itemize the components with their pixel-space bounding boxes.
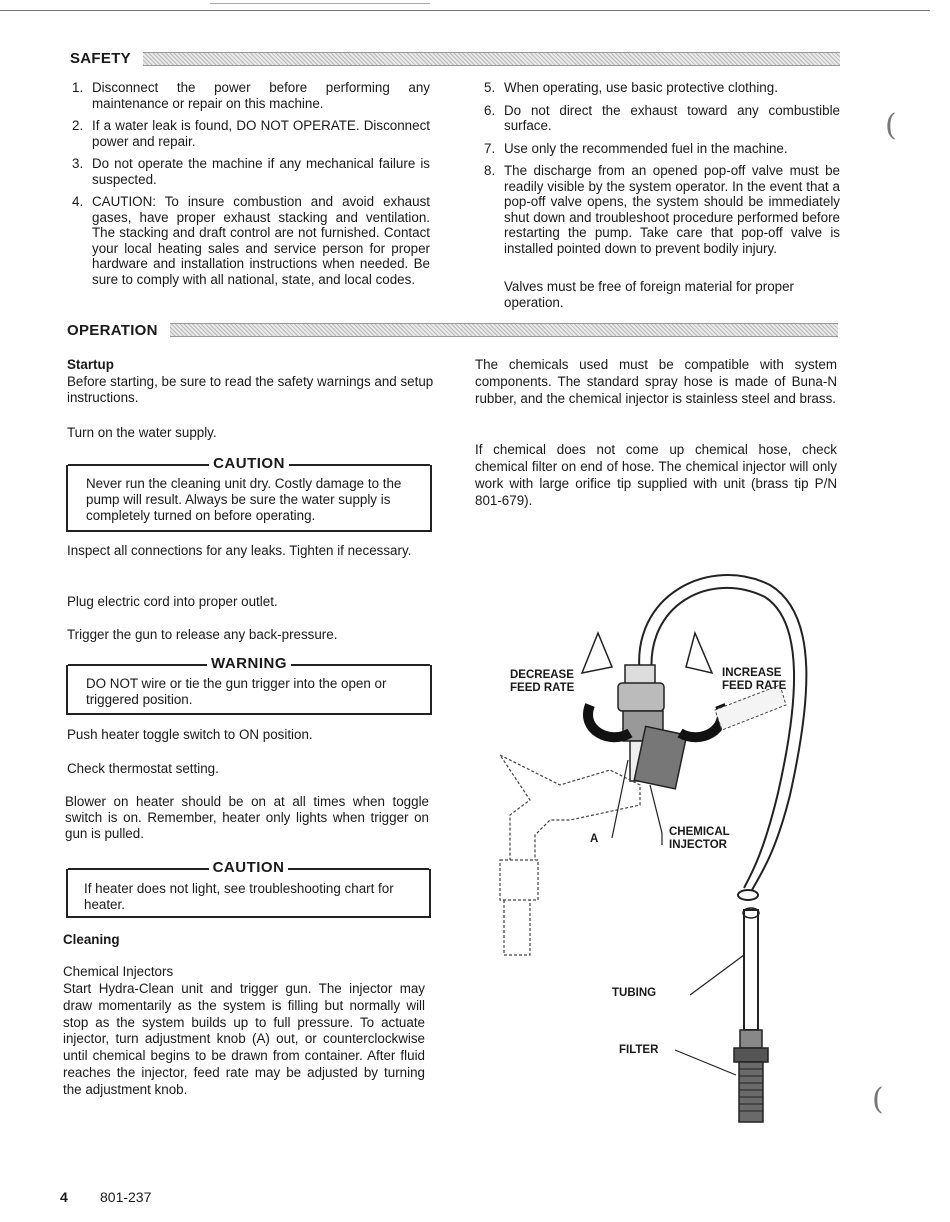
valves-note: Valves must be free of foreign material for proper operation.: [504, 279, 795, 310]
doc-number: 801-237: [100, 1189, 152, 1205]
caution-box-1: [66, 455, 432, 532]
cleaning-heading: Cleaning: [63, 932, 120, 947]
label-a: A: [590, 833, 599, 845]
safety-list-right: [484, 80, 840, 263]
water-supply-text: Turn on the water supply.: [67, 425, 217, 440]
filter-screen: [739, 1062, 763, 1122]
filter-nut: [740, 1030, 762, 1048]
operation-heading: OPERATION: [67, 322, 158, 339]
safety-heading: SAFETY: [70, 50, 131, 67]
safety-item-2: 2. If a water leak is found, DO NOT OPERATE. Disconnect power and repair.: [72, 118, 430, 149]
top-rule-short: [210, 3, 430, 4]
plug-text: Plug electric cord into proper outlet.: [67, 594, 278, 609]
tubing-tube: [744, 910, 758, 1030]
leader-filter: [675, 1050, 736, 1075]
leader-tubing: [690, 955, 744, 995]
caution-box-2-text: If heater does not light, see troubleshooting chart for heater.: [84, 881, 394, 912]
decrease-label: DECREASE FEED RATE: [510, 669, 575, 694]
thermostat-text: Check thermostat setting.: [67, 761, 219, 776]
safety-list-left: [72, 80, 430, 294]
operation-heading-rule: [170, 323, 838, 337]
filter-hex: [734, 1048, 768, 1062]
increase-arrowhead: [686, 633, 712, 673]
increase-label: INCREASE FEED RATE: [722, 667, 787, 692]
startup-heading: Startup: [67, 357, 114, 372]
binder-mark-top: (: [885, 108, 897, 143]
leader-a: [612, 760, 628, 838]
chemical-injectors-text: Start Hydra-Clean unit and trigger gun. The injector may draw momentarily as the system is filling but normally will stop as the system builds up to full pressure. To actuate injector, turn adjustment knob (A) out, or counterclockwise until chemical begins to be drawn from container. After fluid reaches the injector, feed rate may be adjusted by turning the adjustment knob.: [63, 981, 425, 1097]
decrease-arrowhead: [582, 633, 612, 673]
binder-mark-bottom: (: [872, 1082, 884, 1117]
page-number: 4: [60, 1189, 68, 1205]
safety-item-5: 5. When operating, use basic protective clothing.: [484, 80, 778, 95]
safety-item-4: 4. CAUTION: To insure combustion and avoid exhaust gases, have proper exhaust stacking and ventilation. The stacking and draft control are not furnished. Contact your local heating sales and service person for proper hardware and installation instructions when needed. Be sure to comply with all national, state, and local codes.: [72, 194, 430, 287]
compatibility-text: The chemicals used must be compatible with system components. The standard spray hose is made of Buna-N rubber, and the chemical injector is stainless steel and brass.: [475, 357, 837, 406]
caution-box-2-title: CAUTION: [68, 860, 429, 876]
safety-item-7: 7. Use only the recommended fuel in the machine.: [484, 140, 788, 156]
top-rule: [0, 10, 930, 11]
safety-item-3: 3. Do not operate the machine if any mechanical failure is suspected.: [72, 156, 430, 187]
chemical-injector-label: CHEMICAL INJECTOR: [669, 826, 730, 851]
chemical-injectors-heading: Chemical Injectors: [63, 964, 174, 979]
pipe-coupling: [500, 860, 538, 900]
safety-item-8: 8. The discharge from an opened pop-off valve must be readily visible by the system operator. In the event that a pop-off valve opens, the system should be immediately shut down and troubleshoot procedure performed before restarting the pump. Take care that pop-off valve is installed pointed down to prevent bodily injury.: [484, 163, 840, 256]
caution-box-2: [66, 859, 431, 918]
warning-box-text: DO NOT wire or tie the gun trigger into the open or triggered position.: [86, 676, 387, 707]
caution-box-1-text: Never run the cleaning unit dry. Costly damage to the pump will result. Always be sure the water supply is completely turned on before operating.: [86, 476, 402, 523]
warning-box-title: WARNING: [68, 656, 430, 672]
hose-barb: [625, 665, 655, 685]
push-toggle-text: Push heater toggle switch to ON position.: [67, 727, 313, 742]
chemical-injector-diagram: [490, 555, 830, 1135]
blower-text: Blower on heater should be on at all times when toggle switch is on. Remember, heater only lights when trigger on gun is pulled.: [65, 794, 429, 841]
trigger-text: Trigger the gun to release any back-pressure.: [67, 627, 338, 642]
leader-chemical-injector: [650, 785, 662, 833]
startup-text: Before starting, be sure to read the safety warnings and setup instructions.: [67, 374, 434, 405]
adjustment-knob: [618, 683, 664, 711]
safety-item-6: 6. Do not direct the exhaust toward any combustible surface.: [484, 102, 840, 133]
caution-box-1-title: CAUTION: [68, 456, 430, 472]
hose-end: [738, 890, 758, 900]
chemical-hose-text: If chemical does not come up chemical hose, check chemical filter on end of hose. The chemical injector will only work with large orifice tip supplied with unit (brass tip P/N 801-679).: [475, 442, 837, 508]
tubing-label: TUBING: [612, 987, 657, 999]
filter-label: FILTER: [619, 1044, 659, 1056]
safety-heading-rule: [143, 52, 840, 66]
safety-item-1: 1. Disconnect the power before performing any maintenance or repair on this machine.: [72, 80, 430, 111]
inspect-text: Inspect all connections for any leaks. Tighten if necessary.: [67, 543, 412, 558]
pipe-lower: [504, 900, 530, 955]
warning-box: [66, 655, 432, 715]
